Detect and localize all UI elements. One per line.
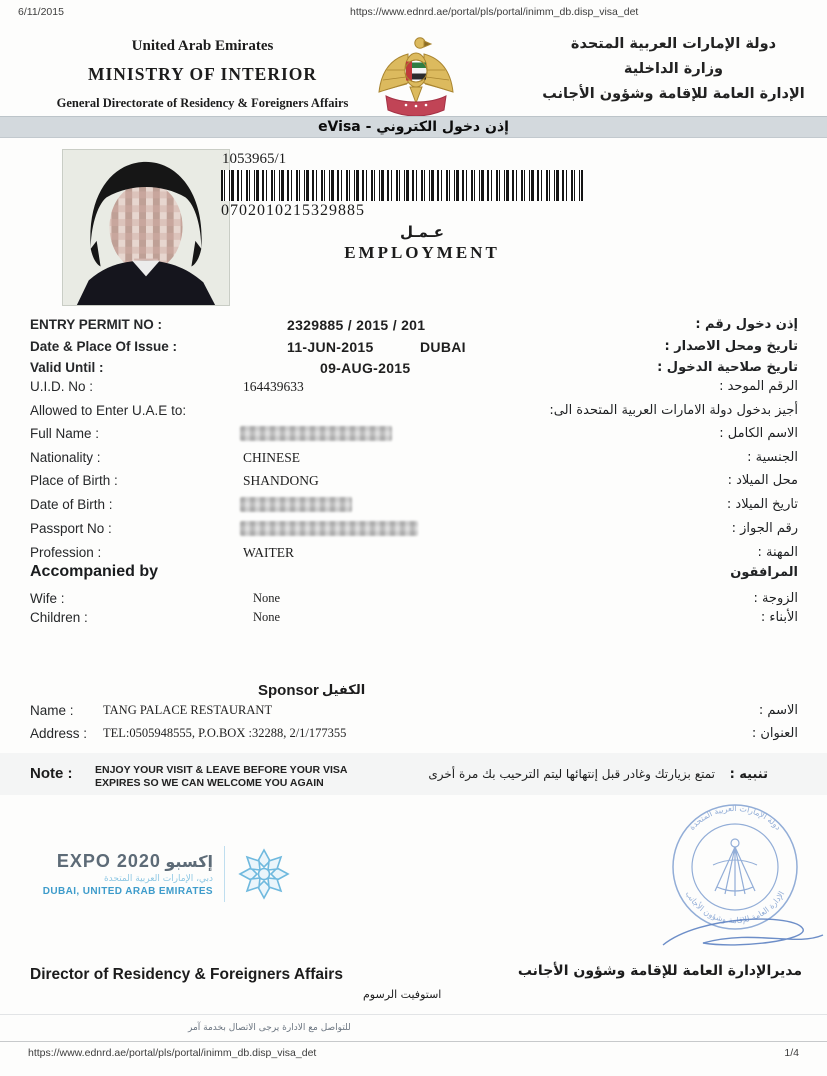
print-date: 6/11/2015: [18, 6, 64, 18]
field-row-uid: [0, 379, 827, 399]
field-row-children: [0, 610, 827, 630]
footer-page-number: 1/4: [784, 1047, 799, 1059]
header-arabic: [526, 36, 821, 111]
expo-flower-icon: [236, 846, 292, 902]
field-label-ar: الزوجة :: [753, 591, 798, 606]
divider-line: [0, 1014, 827, 1015]
field-row-allowed: [0, 403, 827, 423]
expo-subtitle-ar: دبي، الإمارات العربية المتحدة: [103, 874, 213, 884]
field-row-sponsor-name: [0, 703, 827, 723]
ministry-name-ar: وزارة الداخلية: [623, 61, 724, 77]
field-label: U.I.D. No :: [30, 379, 94, 394]
applicant-photo: [62, 149, 230, 306]
field-label-ar: أجيز بدخول دولة الامارات العربية المتحدة الى:: [549, 403, 798, 418]
field-label-ar: محل الميلاد :: [727, 473, 798, 488]
expo-divider: [224, 846, 225, 902]
stamp-ring-text-top: دولة الإمارات العربية المتحدة: [687, 803, 783, 832]
field-label: Date & Place Of Issue :: [30, 339, 178, 354]
stamp-falcon-icon: [713, 839, 757, 896]
field-label: ENTRY PERMIT NO :: [30, 317, 163, 332]
director-title-en: Director of Residency & Foreigners Affairs: [30, 966, 343, 983]
field-label-ar: المهنة :: [757, 545, 798, 560]
footer-contact-ar: للتواصل مع الادارة يرجى الاتصال بخدمة آمر: [188, 1023, 351, 1033]
fees-collected-note: استوفيت الرسوم: [363, 988, 442, 1001]
field-row-issue: [0, 339, 827, 359]
field-label-ar: الجنسية :: [747, 450, 798, 465]
sponsor-title-en: Sponsor: [258, 682, 319, 699]
svg-text:دولة الإمارات العربية المتحدة: [687, 804, 783, 832]
redacted-date-of-birth: [240, 497, 352, 512]
field-value: WAITER: [243, 545, 294, 560]
note-text-line1: ENJOY YOUR VISIT & LEAVE BEFORE YOUR VISA: [95, 764, 348, 776]
field-row-passport: [0, 521, 827, 541]
field-label-ar: تاريخ صلاحية الدخول :: [657, 360, 798, 375]
field-label-ar: رقم الجواز :: [731, 521, 798, 536]
barcode: [221, 170, 583, 201]
field-value: None: [253, 591, 281, 605]
field-label: Passport No :: [30, 521, 112, 536]
evisa-title-bar: eVisa - إذن دخول الكتروني: [0, 116, 827, 138]
field-value: 2329885 / 2015 / 201: [287, 317, 426, 333]
expo-title-ar: إكسبو: [165, 852, 213, 871]
note-text-ar: تمتع بزيارتك وغادر قبل إنتهائها ليتم الترحيب بك مرة أخرى: [428, 767, 715, 781]
field-label: Full Name :: [30, 426, 100, 441]
visa-type-arabic: عـمـل: [400, 223, 444, 241]
field-label-ar: الاسم :: [758, 703, 798, 718]
footer-url: https://www.ednrd.ae/portal/pls/portal/inimm_db.disp_visa_det: [28, 1047, 317, 1059]
field-label-ar: إذن دخول رقم :: [695, 317, 798, 332]
uae-emblem-icon: [373, 30, 459, 118]
field-row-profession: [0, 545, 827, 565]
field-label: Allowed to Enter U.A.E to:: [30, 403, 187, 418]
expo-text-block: [35, 851, 213, 897]
field-value: SHANDONG: [243, 473, 319, 488]
field-label-ar: العنوان :: [751, 726, 798, 741]
expo-2020-logo: [35, 846, 292, 902]
redacted-full-name: [240, 426, 392, 441]
country-name-ar: دولة الإمارات العربية المتحدة: [570, 36, 777, 52]
field-row-nationality: [0, 450, 827, 470]
note-label-ar: تنبيه :: [729, 767, 768, 782]
field-label: Children :: [30, 610, 88, 625]
field-label-ar: تاريخ الميلاد :: [726, 497, 798, 512]
stamp-ring-text-bottom: الإدارة العامة للإقامة وشؤون الأجانب: [683, 889, 787, 926]
field-row-valid-until: [0, 360, 827, 380]
note-text-en: [95, 764, 347, 789]
field-row-date-of-birth: [0, 497, 827, 517]
field-label: Nationality :: [30, 450, 101, 465]
field-value: 164439633: [243, 379, 304, 394]
field-value-place: DUBAI: [420, 339, 466, 355]
field-value: TEL:0505948555, P.O.BOX :32288, 2/1/177355: [103, 726, 347, 740]
signature-scribble: [645, 903, 827, 963]
field-row-entry-permit: [0, 317, 827, 337]
directorate-name-en: General Directorate of Residency & Foreigners Affairs: [56, 96, 349, 110]
sponsor-title-ar: الكفيل: [322, 683, 366, 698]
field-label-ar: تاريخ ومحل الاصدار :: [664, 339, 798, 354]
field-label: Address :: [30, 726, 88, 741]
accompanied-title-en: Accompanied by: [30, 563, 159, 580]
field-label: Wife :: [30, 591, 65, 606]
field-value: 09-AUG-2015: [320, 360, 411, 376]
print-url: https://www.ednrd.ae/portal/pls/portal/inimm_db.disp_visa_det: [350, 6, 639, 18]
field-label: Date of Birth :: [30, 497, 113, 512]
field-label-ar: الأبناء :: [760, 610, 798, 625]
field-row-place-of-birth: [0, 473, 827, 493]
note-label-en: Note :: [30, 765, 73, 782]
field-row-sponsor-address: [0, 726, 827, 746]
field-value: CHINESE: [243, 450, 300, 465]
visa-type-english: EMPLOYMENT: [344, 243, 500, 262]
accompanied-title-ar: المرافقون: [730, 565, 798, 580]
note-text-line2: EXPIRES SO WE CAN WELCOME YOU AGAIN: [95, 776, 324, 789]
directorate-name-ar: الإدارة العامة للإقامة وشؤون الأجانب: [542, 86, 805, 102]
field-row-wife: [0, 591, 827, 611]
field-label: Profession :: [30, 545, 102, 560]
field-label: Place of Birth :: [30, 473, 118, 488]
field-label-ar: الرقم الموحد :: [719, 379, 798, 394]
expo-subtitle-en: DUBAI, UNITED ARAB EMIRATES: [42, 886, 213, 897]
redacted-passport-no: [240, 521, 418, 536]
file-number: 1053965/1: [222, 151, 287, 167]
field-value: None: [253, 610, 281, 624]
field-label: Name :: [30, 703, 74, 718]
expo-title-en: EXPO 2020: [56, 851, 161, 871]
field-value: TANG PALACE RESTAURANT: [103, 703, 273, 717]
header-english: [20, 38, 385, 111]
director-title-ar: مديرالإدارة العامة للإقامة وشؤون الأجانب: [517, 963, 802, 979]
ministry-name-en: MINISTRY OF INTERIOR: [87, 64, 318, 84]
footer-rule: [0, 1041, 827, 1042]
barcode-number: 0702010215329885: [221, 202, 365, 219]
field-row-full-name: [0, 426, 827, 446]
field-label-ar: الاسم الكامل :: [719, 426, 798, 441]
country-name-en: United Arab Emirates: [131, 38, 274, 54]
field-label: Valid Until :: [30, 360, 104, 375]
field-value: 11-JUN-2015: [287, 339, 374, 355]
